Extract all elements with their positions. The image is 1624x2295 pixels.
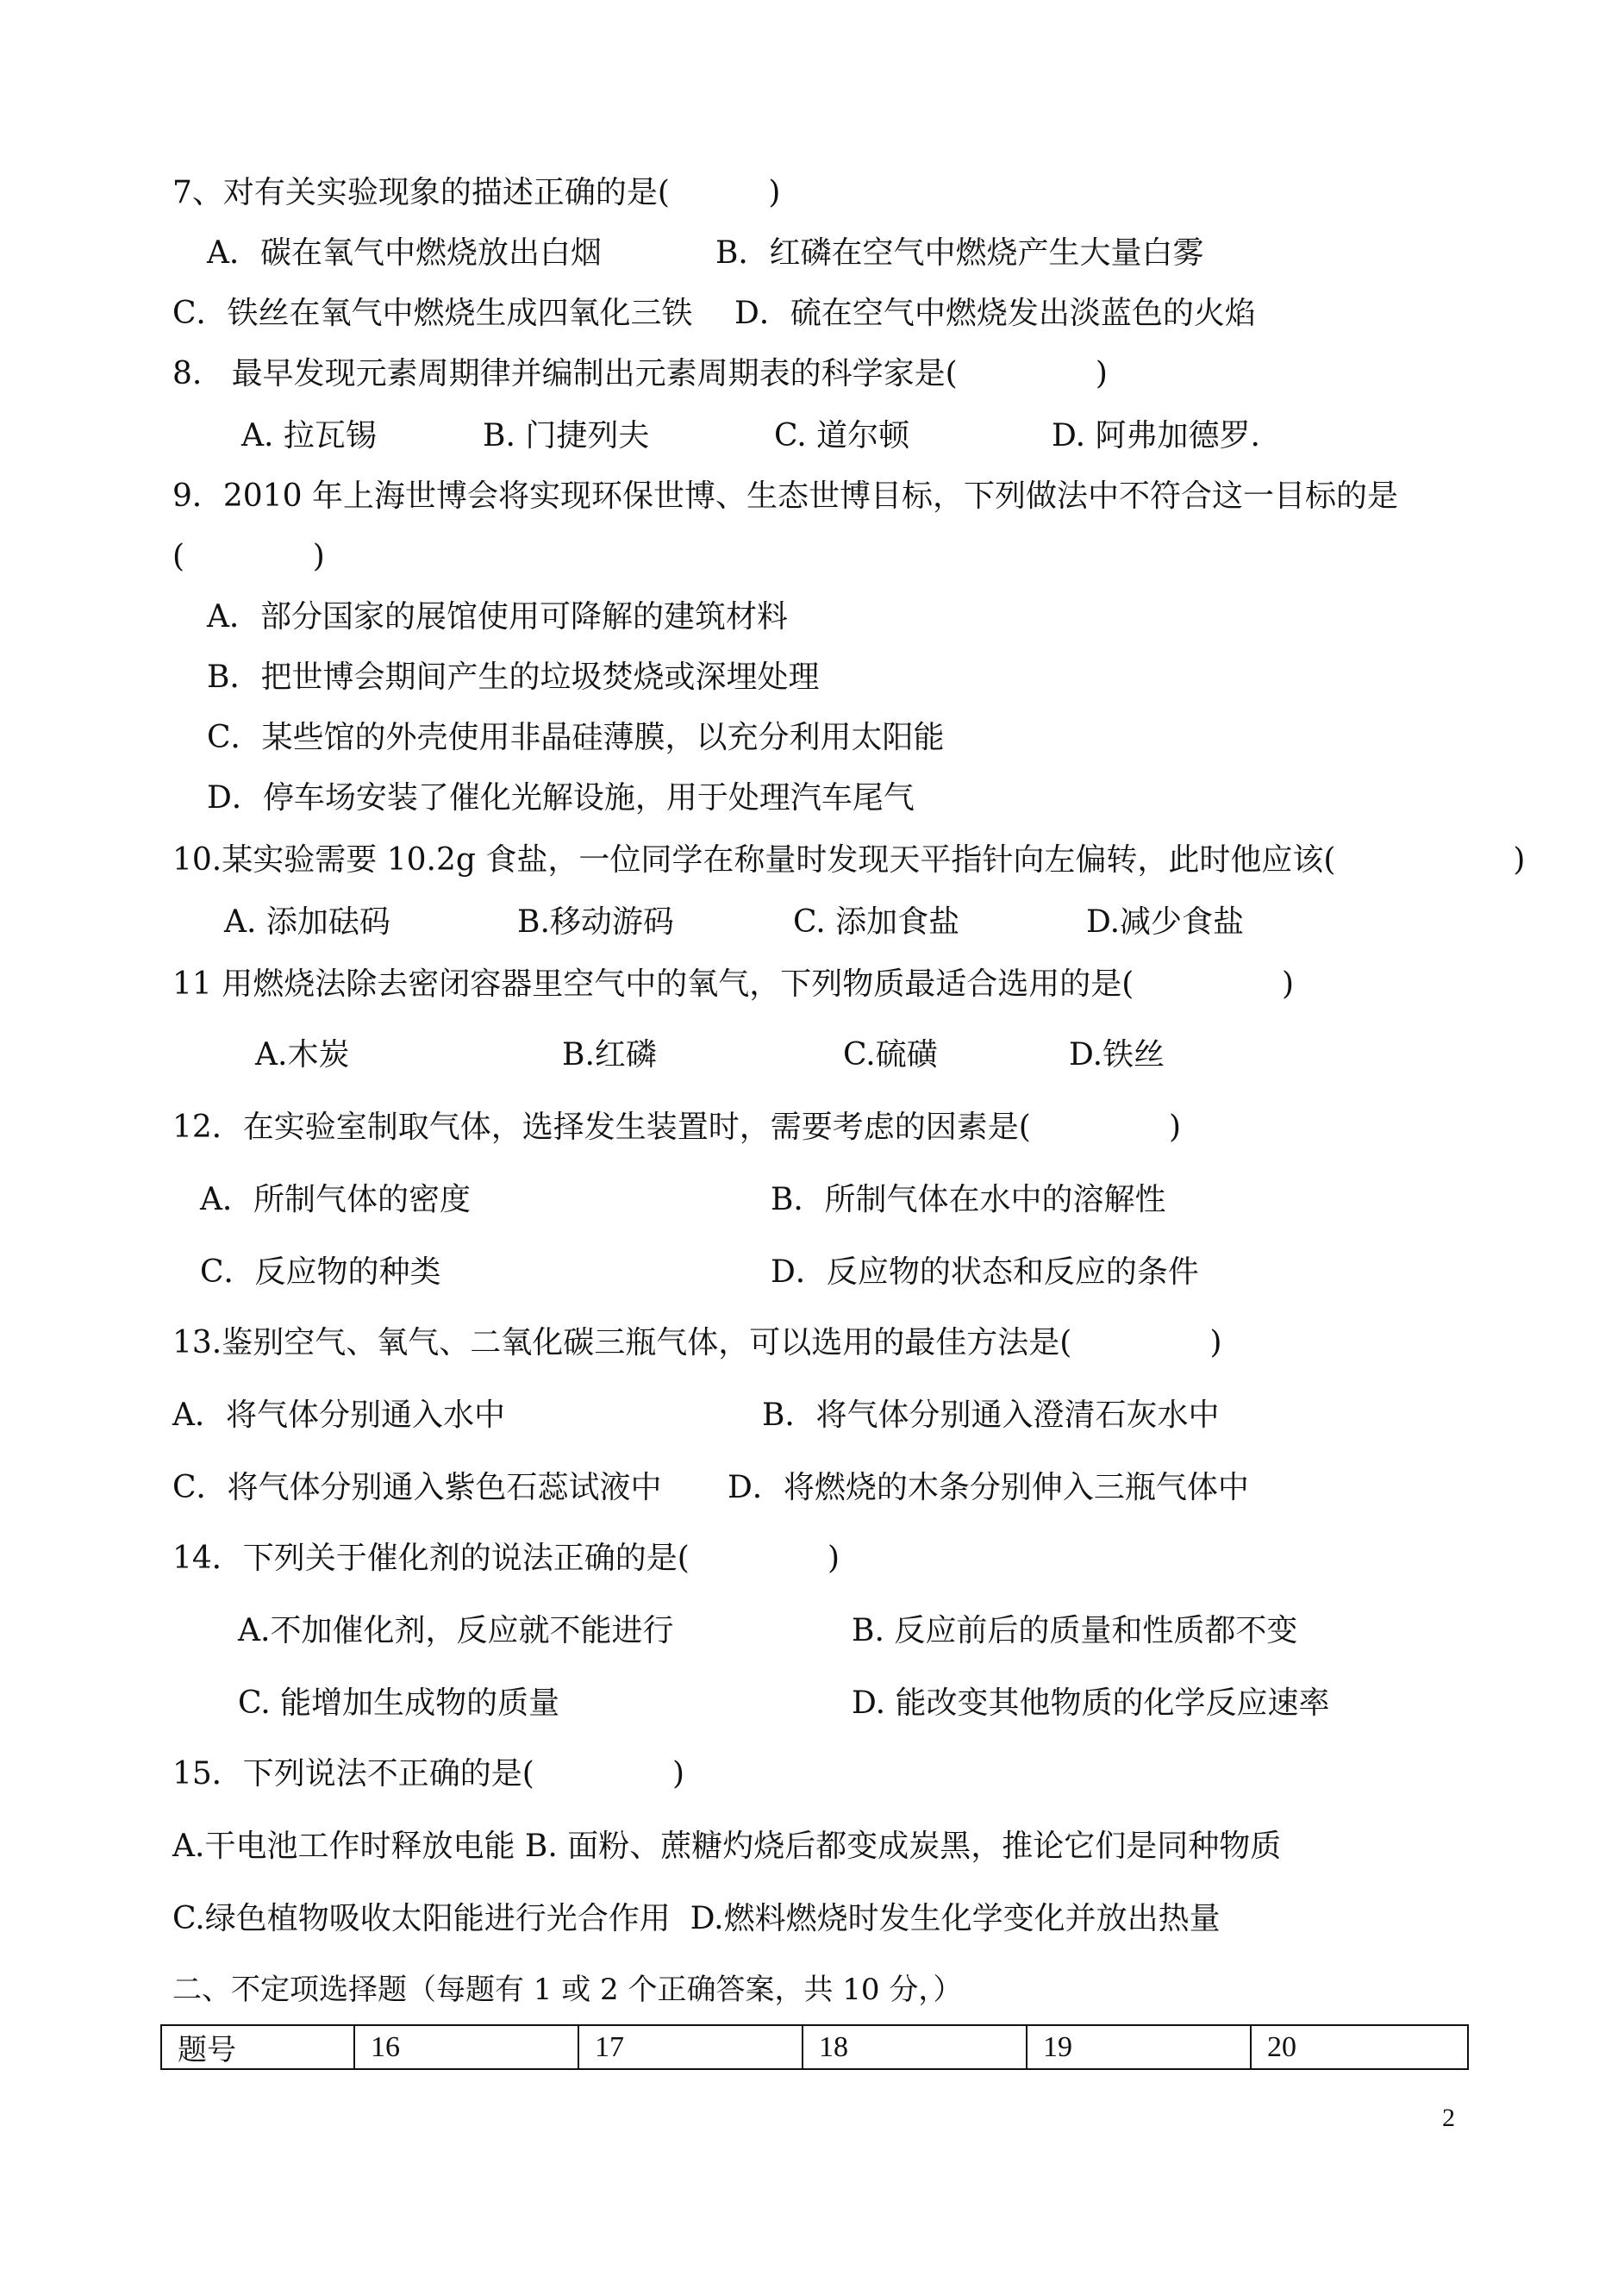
q11-option-d[interactable]: D.铁丝 — [1069, 1037, 1165, 1072]
q9-option-c[interactable]: C．某些馆的外壳使用非晶硅薄膜，以充分利用太阳能 — [207, 720, 945, 755]
q9-option-b[interactable]: B．把世博会期间产生的垃圾焚烧或深埋处理 — [207, 660, 820, 695]
page-number: 2 — [1442, 2104, 1455, 2132]
q12-option-b[interactable]: B．所制气体在水中的溶解性 — [771, 1182, 1166, 1217]
q14-stem: 14．下列关于催化剂的说法正确的是( ) — [172, 1541, 840, 1576]
q13-option-a[interactable]: A．将气体分别通入水中 — [172, 1398, 505, 1433]
q14-option-b[interactable]: B. 反应前后的质量和性质都不变 — [852, 1613, 1298, 1648]
q11-stem: 11 用燃烧法除去密闭容器里空气中的氧气，下列物质最适合选用的是( ) — [172, 966, 1294, 1002]
answer-cell-18[interactable]: 18 — [803, 2025, 1027, 2069]
q7-stem: 7、对有关实验现象的描述正确的是( ) — [172, 175, 781, 210]
answer-table — [160, 2024, 1469, 2070]
q12-option-d[interactable]: D．反应物的状态和反应的条件 — [771, 1254, 1199, 1290]
table-row — [161, 2025, 1468, 2069]
q8-option-c[interactable]: C. 道尔顿 — [774, 418, 910, 453]
q15-option-ab[interactable]: A.干电池工作时释放电能 B. 面粉、蔗糖灼烧后都变成炭黑，推论它们是同种物质 — [172, 1829, 1282, 1864]
q9-stem-blank: ( ) — [172, 539, 325, 574]
q10-option-a[interactable]: A. 添加砝码 — [224, 904, 390, 940]
table-header-cell: 题号 — [161, 2025, 354, 2069]
q10-option-b[interactable]: B.移动游码 — [517, 904, 674, 940]
q8-option-a[interactable]: A. 拉瓦锡 — [241, 418, 377, 453]
q10-option-c[interactable]: C. 添加食盐 — [793, 904, 960, 940]
q7-option-c[interactable]: C．铁丝在氧气中燃烧生成四氧化三铁 — [172, 296, 693, 331]
q10-option-d[interactable]: D.减少食盐 — [1086, 904, 1245, 940]
q7-option-b[interactable]: B．红磷在空气中燃烧产生大量白雾 — [715, 235, 1204, 271]
q10-stem: 10.某实验需要 10.2g 食盐，一位同学在称量时发现天平指针向左偏转，此时他应该( ) — [172, 842, 1526, 878]
q12-option-c[interactable]: C．反应物的种类 — [200, 1254, 441, 1290]
answer-cell-20[interactable]: 20 — [1251, 2025, 1468, 2069]
section2-title: 二、不定项选择题（每题有 1 或 2 个正确答案，共 10 分，） — [172, 1973, 963, 2007]
q13-stem: 13.鉴别空气、氧气、二氧化碳三瓶气体，可以选用的最佳方法是( ) — [172, 1325, 1222, 1360]
q9-option-a[interactable]: A．部分国家的展馆使用可降解的建筑材料 — [207, 599, 788, 635]
q13-option-b[interactable]: B．将气体分别通入澄清石灰水中 — [762, 1398, 1220, 1433]
q12-stem: 12．在实验室制取气体，选择发生装置时，需要考虑的因素是( ) — [172, 1110, 1182, 1145]
q15-option-cd[interactable]: C.绿色植物吸收太阳能进行光合作用 D.燃料燃烧时发生化学变化并放出热量 — [172, 1901, 1221, 1936]
q14-option-a[interactable]: A.不加催化剂，反应就不能进行 — [238, 1613, 674, 1648]
q8-option-b[interactable]: B. 门捷列夫 — [483, 418, 650, 453]
q13-option-d[interactable]: D．将燃烧的木条分别伸入三瓶气体中 — [728, 1470, 1249, 1505]
q11-option-a[interactable]: A.木炭 — [255, 1037, 350, 1072]
q8-stem: 8. 最早发现元素周期律并编制出元素周期表的科学家是( ) — [172, 356, 1108, 391]
answer-cell-17[interactable]: 17 — [578, 2025, 803, 2069]
q15-stem: 15．下列说法不正确的是( ) — [172, 1756, 685, 1792]
q9-stem: 9．2010 年上海世博会将实现环保世博、生态世博目标，下列做法中不符合这一目标的是 — [172, 478, 1398, 514]
q11-option-c[interactable]: C.硫磺 — [843, 1037, 938, 1072]
q11-option-b[interactable]: B.红磷 — [562, 1037, 657, 1072]
q14-option-c[interactable]: C. 能增加生成物的质量 — [238, 1685, 560, 1721]
answer-cell-19[interactable]: 19 — [1027, 2025, 1251, 2069]
q9-option-d[interactable]: D．停车场安装了催化光解设施，用于处理汽车尾气 — [207, 780, 915, 816]
q13-option-c[interactable]: C．将气体分别通入紫色石蕊试液中 — [172, 1470, 662, 1505]
q7-option-a[interactable]: A．碳在氧气中燃烧放出白烟 — [207, 235, 602, 271]
answer-cell-16[interactable]: 16 — [354, 2025, 578, 2069]
q12-option-a[interactable]: A．所制气体的密度 — [200, 1182, 471, 1217]
q7-option-d[interactable]: D．硫在空气中燃烧发出淡蓝色的火焰 — [734, 296, 1256, 331]
q8-option-d[interactable]: D. 阿弗加德罗. — [1052, 418, 1260, 453]
q14-option-d[interactable]: D. 能改变其他物质的化学反应速率 — [852, 1685, 1330, 1721]
